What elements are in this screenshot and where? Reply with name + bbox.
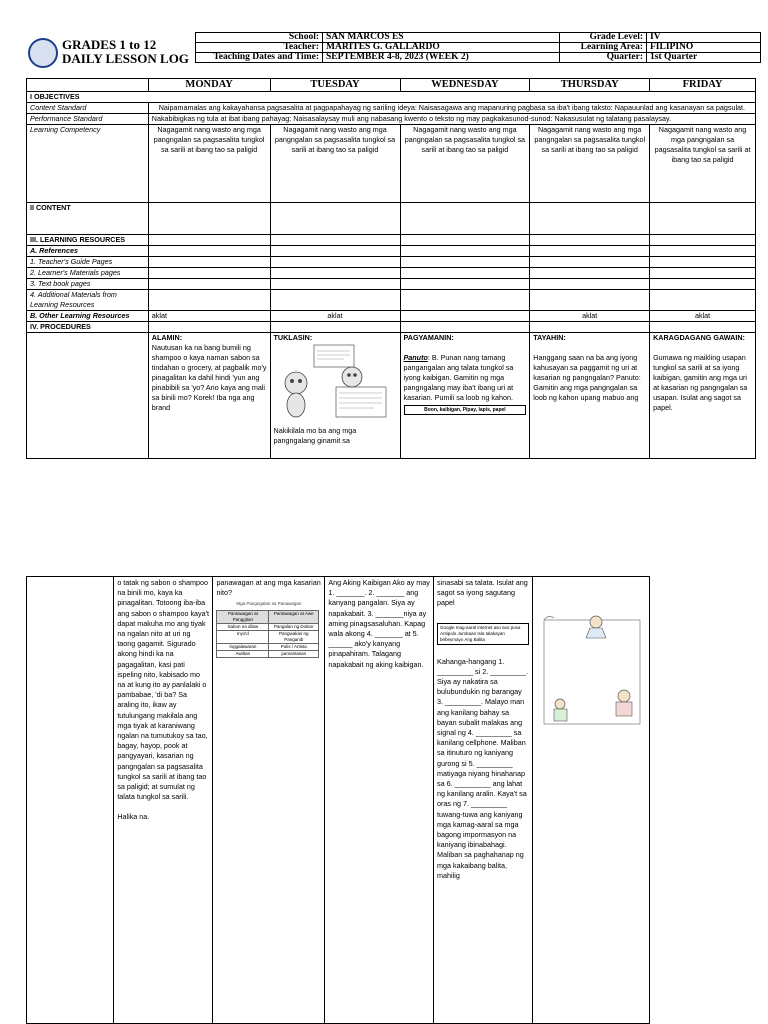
thursday-continuation-text: Kahanga-hangang 1. _________ si 2. _________. Siya ay nakatira sa bulubundukin ng barangay 3. _________. Malayo man ang kanilang bahay sa bayan subalit malakas ang signal ng 4. _________ sa kanilang cellphone. Maliban sa itinuturo ng kaniyang gurong si 5. _________ matiyaga niyang hinahanap sa 6. _________ ang lahat ng kanilang aralin. Kaya't sa oras ng 7. _________ tuwang-tuwa ang kaniyang mga kamag-aaral sa mga bagong impormasyon na kaniyang ibinabahagi. Maliban sa paghahanap ng mga kakaibang balita, mahilig <box>437 656 529 880</box>
other-resources-monday: aklat <box>148 311 270 322</box>
title-line-1: GRADES 1 to 12 <box>62 37 157 52</box>
school-label: School: <box>196 33 323 43</box>
tuklasin-text: Nakikilala mo ba ang mga pangngalang ginamit sa <box>273 426 357 445</box>
grade-value: IV <box>647 33 761 43</box>
learners-materials-label: 2. Learner's Materials pages <box>27 268 149 279</box>
teachers-guide-label: 1. Teacher's Guide Pages <box>27 257 149 268</box>
thursday-word-box: Google mag-aaral internet aso aso pusa Antipolo Jumbaan Isla talakayan bebeymayo Ang Balita <box>437 623 529 645</box>
competency-tuesday: Nagagamit nang wasto ang mga pangngalan sa pagsasalita tungkol sa sarili at ibang tao sa paligid <box>270 125 400 203</box>
performance-standard-label: Performance Standard <box>27 114 149 125</box>
pagyamanin-heading: PAGYAMANIN: <box>403 333 454 342</box>
competency-label: Learning Competency <box>27 125 149 203</box>
quarter-value: 1st Quarter <box>647 53 761 63</box>
nouns-table-cell: Pangwakas ng Panganib <box>269 631 319 644</box>
panuto-lead: Panuto <box>403 353 428 362</box>
header-info-table <box>195 32 761 63</box>
monday-continuation-text: o tatak ng sabon o shampoo na binili mo, kaya ka pinagalitan. Totoong iba-iba ang sabon o shampoo kaya't dapat makuha mo ang tiyak na ngalan nito at uri ng taong gagamit. Sigurado akong hindi ka na pagagalitan, kasi pati ispeling nito, kabisado mo na at kung ito ay panlalaki o pambabae, 'di ba? Sa araling ito, ikaw ay tutulungang makilala ang mga tiyak at karaniwang ngalan na tumutukoy sa tao, bagay, hayop, pook at pangyayari, kasarian ng pangngalan sa pagsasalita tungkol sa sarili at ibang tao sa paligid; at sumulat ng talata tungkol sa sarili. <box>117 578 209 802</box>
alamin-text: Nautusan ka na bang bumili ng shampoo o kaya naman sabon sa tindahan o grocery, at pagbalik mo'y pinagalitan ka dahil hindi 'yun ang pinabibili sa 'yo? Ano kaya ang mali sa binili mo? Korek! Iba nga ang brand <box>151 343 267 412</box>
nouns-table-cell: Inggalawaran <box>217 644 269 651</box>
additional-materials-label: 4. Additional Materials from Learning Resources <box>27 290 149 311</box>
karagdagan-heading: KARAGDAGANG GAWAIN: <box>653 333 745 342</box>
title-line-2: DAILY LESSON LOG <box>62 51 189 66</box>
other-resources-thursday: aklat <box>530 311 650 322</box>
nouns-table-title: Mga Pangngalan sa Panawagan <box>236 601 302 607</box>
content-section: II CONTENT <box>27 203 149 235</box>
competency-thursday: Nagagamit nang wasto ang mga pangngalan sa pagsasalita tungkol sa sarili at ibang tao sa paligid <box>530 125 650 203</box>
teacher-label: Teacher: <box>196 43 323 53</box>
nouns-table-cell: Pangalan ng Doktor <box>269 624 319 631</box>
tayahin-heading: TAYAHIN: <box>533 333 566 342</box>
day-friday: FRIDAY <box>650 79 756 92</box>
content-standard-label: Content Standard <box>27 103 149 114</box>
learning-area-value: FILIPINO <box>647 43 761 53</box>
school-value: SAN MARCOS ES <box>323 33 560 43</box>
competency-wednesday: Nagagamit nang wasto ang mga pangngalan sa pagsasalita tungkol sa sarili at ibang tao sa paligid <box>400 125 530 203</box>
lesson-log-table <box>26 78 756 459</box>
references-label: A. References <box>27 246 149 257</box>
continuation-tuesday <box>213 577 325 1024</box>
word-box: Boon, kaibigan, Pipay, lapis, papel <box>404 405 527 415</box>
monday-closing: Halika na. <box>117 812 150 822</box>
tuesday-continuation-text: panawagan at ang mga kasarian nito? <box>216 578 321 598</box>
resources-section: III. LEARNING RESOURCES <box>27 235 149 246</box>
content-standard-value: Naipamamalas ang kakayahansa pagsasalita at pagpapahayag ng sariling ideya: Naisasagawa ang mapanuring pagbasa sa iba't ibang taksto: Napauunlad ang kasanayan sa pagsulat. <box>148 103 755 114</box>
nouns-table-cell: Sabon na dilaw <box>217 624 269 631</box>
quarter-label: Quarter: <box>560 53 647 63</box>
textbook-label: 3. Text book pages <box>27 279 149 290</box>
corner-cell <box>27 79 149 92</box>
competency-monday: Nagagamit nang wasto ang mga pangngalan sa pagsasalita tungkol sa sarili at ibang tao sa paligid <box>148 125 270 203</box>
dates-value: SEPTEMBER 4-8, 2023 (WEEK 2) <box>323 53 560 63</box>
nouns-table-cell: Awittan <box>217 651 269 658</box>
continuation-thursday <box>434 577 533 1024</box>
day-wednesday: WEDNESDAY <box>400 79 530 92</box>
karagdagan-text: Gumawa ng maikling usapan tungkol sa sarili at sa iyong kaibigan, gamitin ang mga uri at kasarian ng pangngalan sa usapan. Isulat ang sagot sa papel. <box>653 353 748 412</box>
procedure-monday <box>148 333 270 459</box>
learning-area-label: Learning Area: <box>560 43 647 53</box>
procedure-wednesday <box>400 333 530 459</box>
continuation-friday <box>532 577 649 1024</box>
tayahin-text: Hanggang saan na ba ang iyong kahusayan sa paggamit ng uri at kasarian ng pangngalan? Panuto: Gamitin ang mga pangngalan sa loob ng kahon upang mabuo ang <box>533 353 641 402</box>
monkey-illustration-icon <box>274 343 388 423</box>
procedures-section: IV. PROCEDURES <box>27 322 149 333</box>
deped-seal-icon <box>28 38 58 68</box>
nouns-table <box>216 610 319 658</box>
nouns-table-cell: Pulis / Artista <box>269 644 319 651</box>
procedure-friday <box>650 333 756 459</box>
nouns-table-head-2: Pantawagan at Awe <box>269 611 319 624</box>
teacher-value: MARITES G. GALLARDO <box>323 43 560 53</box>
day-tuesday: TUESDAY <box>270 79 400 92</box>
pagyamanin-text: : B. Punan nang tamang pangangalan ang talata tungkol sa iyong kaibigan. Gamitin ng mga pangngalang may iba't ibang uri at kasarian. Pumili sa loob ng kahon. <box>403 353 514 402</box>
performance-standard-value: Nakabibigkas ng tula at ibat ibang pahayag: Naisasalaysay muli ang nabasang kwento o teksto ng may pagkakasunod-sunod: Nakasusulat ng talatang pasalaysay. <box>148 114 755 125</box>
procedure-tuesday <box>270 333 400 459</box>
other-resources-label: B. Other Learning Resources <box>27 311 149 322</box>
alamin-heading: ALAMIN: <box>151 333 183 342</box>
dates-label: Teaching Dates and Time: <box>196 53 323 63</box>
other-resources-friday: aklat <box>650 311 756 322</box>
pagyamanin-instructions <box>404 353 527 403</box>
lesson-log-continuation <box>26 576 650 1024</box>
continuation-label-cell <box>27 577 114 1024</box>
day-header-row <box>27 79 756 92</box>
thursday-continuation-top: sinasabi sa talata. Isulat ang sagot sa iyong sagutang papel <box>437 578 528 608</box>
objectives-section: I OBJECTIVES <box>27 92 756 103</box>
wednesday-continuation-text: Ang Aking Kaibigan Ako ay may 1. _______. 2. _______ ang kanyang pangalan. Siya ay napakabait. 3. _______niya ay aming pinagsasaluhan. Kapag wala akong 4. _______ at 5. ______ ako'y kanyang pinapahiram. Talagang napakabait ng aking kaibigan. <box>328 578 430 669</box>
tuklasin-heading: TUKLASIN: <box>273 333 313 342</box>
grade-label: Grade Level: <box>560 33 647 43</box>
nouns-table-cell: pamantasan <box>269 651 319 658</box>
document-title <box>62 38 189 66</box>
day-thursday: THURSDAY <box>530 79 650 92</box>
day-monday: MONDAY <box>148 79 270 92</box>
continuation-wednesday <box>325 577 434 1024</box>
other-resources-tuesday: aklat <box>270 311 400 322</box>
continuation-monday <box>114 577 213 1024</box>
procedure-thursday <box>530 333 650 459</box>
nouns-table-head-1: Pantawagan at Panggitan <box>217 611 269 624</box>
competency-friday: Nagagamit nang wasto ang mga pangngalan sa pagsasalita tungkol sa sarili at ibang tao sa paligid <box>650 125 756 203</box>
nouns-table-cell: Inyo'd <box>217 631 269 644</box>
children-illustration-icon <box>536 578 646 728</box>
